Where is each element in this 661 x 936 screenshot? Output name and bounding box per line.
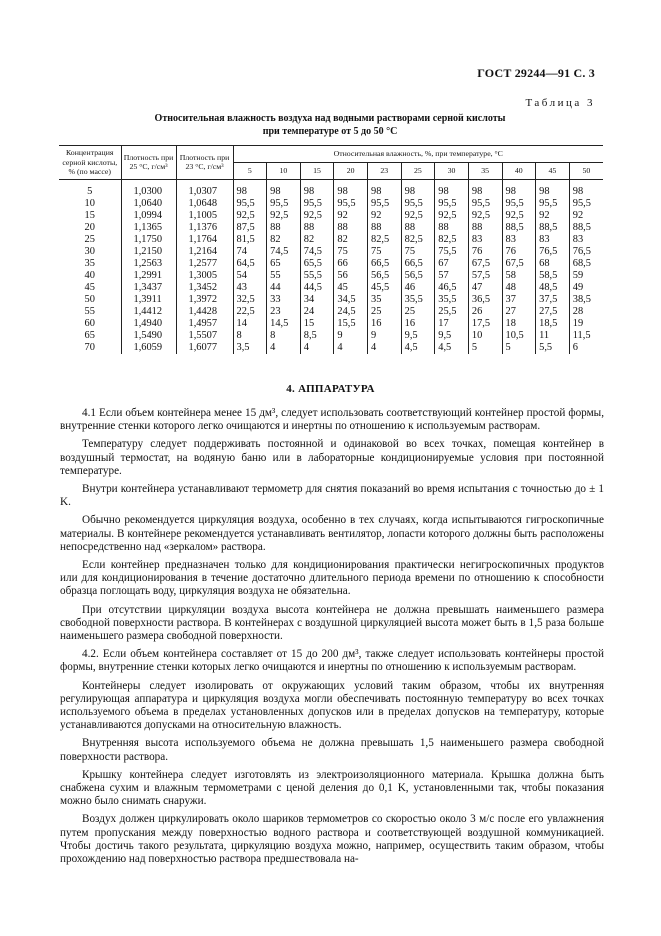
- rh-cell: 92,5: [300, 210, 334, 222]
- rh-cell: 88: [368, 222, 402, 234]
- table-row: [59, 282, 603, 294]
- density-23-cell: 1,3005: [176, 270, 233, 282]
- rh-cell: 23: [267, 306, 301, 318]
- rh-cell: 11,5: [569, 330, 603, 342]
- rh-cell: 98: [536, 179, 570, 198]
- rh-cell: 3,5: [233, 342, 267, 354]
- rh-cell: 8,5: [300, 330, 334, 342]
- density-23-cell: 1,4957: [176, 318, 233, 330]
- rh-cell: 10,5: [502, 330, 536, 342]
- rh-cell: 47: [468, 282, 502, 294]
- rh-cell: 98: [300, 179, 334, 198]
- table-row: [59, 306, 603, 318]
- rh-cell: 88: [401, 222, 435, 234]
- rh-cell: 44,5: [300, 282, 334, 294]
- density-23-cell: 1,0307: [176, 179, 233, 198]
- density-25-cell: 1,4940: [121, 318, 176, 330]
- rh-cell: 5: [468, 342, 502, 354]
- table-row: [59, 246, 603, 258]
- rh-cell: 38,5: [569, 294, 603, 306]
- rh-cell: 17,5: [468, 318, 502, 330]
- rh-cell: 83: [468, 234, 502, 246]
- temperature-header: 15: [300, 162, 334, 179]
- rh-cell: 83: [569, 234, 603, 246]
- rh-cell: 82: [300, 234, 334, 246]
- rh-cell: 14: [233, 318, 267, 330]
- rh-cell: 76: [502, 246, 536, 258]
- concentration-cell: 30: [84, 245, 95, 257]
- concentration-cell: 35: [84, 257, 95, 269]
- paragraph: Если контейнер предназначен только для кондиционирования практически негигроскопичных продуктов или для кондиционирования в течение достаточно длительного периода времени по отношению к способности образца поглощать воду, циркуляция воздуха не обязательна.: [60, 559, 604, 598]
- rh-cell: 98: [334, 179, 368, 198]
- temperature-header: 10: [267, 162, 301, 179]
- header-density-23: Плотность при 23 °C, г/см³: [176, 146, 233, 180]
- density-25-cell: 1,4412: [121, 306, 176, 318]
- concentration-cell: 65: [84, 329, 95, 341]
- rh-cell: 14,5: [267, 318, 301, 330]
- rh-cell: 18: [502, 318, 536, 330]
- temperature-header: 50: [569, 162, 603, 179]
- temperature-header: 30: [435, 162, 469, 179]
- rh-cell: 95,5: [300, 198, 334, 210]
- density-23-cell: 1,4428: [176, 306, 233, 318]
- density-23-cell: 1,6077: [176, 342, 233, 354]
- density-23-cell: 1,3452: [176, 282, 233, 294]
- density-25-cell: 1,2991: [121, 270, 176, 282]
- table-row: [59, 258, 603, 270]
- rh-cell: 88,5: [569, 222, 603, 234]
- concentration-cell: 5: [87, 185, 93, 197]
- rh-cell: 15: [300, 318, 334, 330]
- density-23-cell: 1,1005: [176, 210, 233, 222]
- rh-cell: 56,5: [368, 270, 402, 282]
- rh-cell: 88,5: [536, 222, 570, 234]
- temperature-header: 20: [334, 162, 368, 179]
- rh-cell: 9,5: [435, 330, 469, 342]
- rh-cell: 76,5: [569, 246, 603, 258]
- density-23-cell: 1,1376: [176, 222, 233, 234]
- concentration-cell: 15: [84, 209, 95, 221]
- rh-cell: 45: [334, 282, 368, 294]
- table-title: [60, 112, 600, 138]
- table-title-line-1: Относительная влажность воздуха над водными растворами серной кислоты: [154, 113, 506, 124]
- concentration-cell: 55: [84, 305, 95, 317]
- rh-cell: 56: [334, 270, 368, 282]
- rh-cell: 46,5: [435, 282, 469, 294]
- rh-cell: 66: [334, 258, 368, 270]
- table-row: [59, 210, 603, 222]
- density-23-cell: 1,5507: [176, 330, 233, 342]
- table-row: [59, 270, 603, 282]
- density-25-cell: 1,5490: [121, 330, 176, 342]
- rh-cell: 28: [569, 306, 603, 318]
- table-row: [59, 198, 603, 210]
- table-body: [59, 179, 603, 354]
- rh-cell: 56,5: [401, 270, 435, 282]
- rh-cell: 22,5: [233, 306, 267, 318]
- rh-cell: 74,5: [300, 246, 334, 258]
- rh-cell: 95,5: [368, 198, 402, 210]
- rh-cell: 74: [233, 246, 267, 258]
- paragraph: 4.1 Если объем контейнера менее 15 дм³, следует использовать соответствующий контейнер простой формы, внутренние стенки которого легко очищаются и инертны по отношению к используемым растворам.: [60, 407, 604, 433]
- rh-cell: 55: [267, 270, 301, 282]
- rh-cell: 35,5: [401, 294, 435, 306]
- rh-cell: 57,5: [468, 270, 502, 282]
- rh-cell: 88,5: [502, 222, 536, 234]
- rh-cell: 82: [267, 234, 301, 246]
- rh-cell: 58: [502, 270, 536, 282]
- table-row: [59, 330, 603, 342]
- paragraph: Обычно рекомендуется циркуляция воздуха, особенно в тех случаях, когда испытываются гигроскопичные материалы. В контейнере рекомендуется устанавливать вентилятор, лопасти которого должны быть расположены непосредственно над «зеркалом» раствора.: [60, 514, 604, 553]
- rh-cell: 82,5: [401, 234, 435, 246]
- density-23-cell: 1,2164: [176, 246, 233, 258]
- rh-cell: 18,5: [536, 318, 570, 330]
- rh-cell: 8: [267, 330, 301, 342]
- rh-cell: 65: [267, 258, 301, 270]
- paragraph: Внутренняя высота используемого объема не должна превышать 1,5 наименьшего размера свободной поверхности раствора.: [60, 737, 604, 763]
- table-row: [59, 342, 603, 354]
- density-25-cell: 1,0994: [121, 210, 176, 222]
- rh-cell: 26: [468, 306, 502, 318]
- rh-cell: 65,5: [300, 258, 334, 270]
- paragraph: При отсутствии циркуляции воздуха высота контейнера не должна превышать наименьшего размера свободной поверхности раствора. В контейнерах с воздушной циркуляцией высота может быть в 1,5 раза больше наименьшего размера свободной поверхности.: [60, 603, 604, 643]
- rh-cell: 6: [569, 342, 603, 354]
- density-23-cell: 1,3972: [176, 294, 233, 306]
- rh-cell: 57: [435, 270, 469, 282]
- rh-cell: 35: [368, 294, 402, 306]
- rh-cell: 36,5: [468, 294, 502, 306]
- rh-cell: 32,5: [233, 294, 267, 306]
- rh-cell: 98: [368, 179, 402, 198]
- rh-cell: 16: [401, 318, 435, 330]
- rh-cell: 48: [502, 282, 536, 294]
- rh-cell: 95,5: [267, 198, 301, 210]
- rh-cell: 9: [368, 330, 402, 342]
- rh-cell: 88: [267, 222, 301, 234]
- rh-cell: 98: [502, 179, 536, 198]
- density-25-cell: 1,0640: [121, 198, 176, 210]
- density-23-cell: 1,1764: [176, 234, 233, 246]
- rh-cell: 95,5: [569, 198, 603, 210]
- rh-cell: 34,5: [334, 294, 368, 306]
- rh-cell: 92: [569, 210, 603, 222]
- page-header: ГОСТ 29244—91 С. 3: [477, 66, 595, 80]
- rh-cell: 45,5: [368, 282, 402, 294]
- density-25-cell: 1,0300: [121, 179, 176, 198]
- temperature-header: 45: [536, 162, 570, 179]
- rh-cell: 9,5: [401, 330, 435, 342]
- rh-cell: 16: [368, 318, 402, 330]
- paragraph: Контейнеры следует изолировать от окружающих условий таким образом, чтобы их внутренняя регулирующая аппаратура и циркуляция воздуха могли обеспечивать постоянную температуру во всех точках используемого объема в пределах установленных допусков или в пределах допусков на температуру, которые устанавливаются допусками на относительную влажность.: [60, 679, 604, 732]
- density-25-cell: 1,2150: [121, 246, 176, 258]
- rh-cell: 83: [536, 234, 570, 246]
- body-text: [60, 407, 604, 871]
- density-25-cell: 1,2563: [121, 258, 176, 270]
- rh-cell: 95,5: [536, 198, 570, 210]
- rh-cell: 4,5: [435, 342, 469, 354]
- rh-cell: 8: [233, 330, 267, 342]
- rh-cell: 74,5: [267, 246, 301, 258]
- concentration-cell: 45: [84, 281, 95, 293]
- rh-cell: 4: [267, 342, 301, 354]
- rh-cell: 66,5: [368, 258, 402, 270]
- rh-cell: 98: [401, 179, 435, 198]
- rh-cell: 88: [435, 222, 469, 234]
- rh-cell: 76,5: [536, 246, 570, 258]
- rh-cell: 25: [401, 306, 435, 318]
- humidity-table: [59, 145, 603, 354]
- rh-cell: 98: [233, 179, 267, 198]
- header-concentration: Концентрация серной кислоты, % (по массе): [59, 146, 121, 180]
- concentration-cell: 25: [84, 233, 95, 245]
- rh-cell: 24,5: [334, 306, 368, 318]
- rh-cell: 92,5: [233, 210, 267, 222]
- rh-cell: 92,5: [468, 210, 502, 222]
- concentration-cell: 70: [84, 341, 95, 353]
- rh-cell: 92,5: [267, 210, 301, 222]
- concentration-cell: 50: [84, 293, 95, 305]
- density-25-cell: 1,3911: [121, 294, 176, 306]
- density-25-cell: 1,6059: [121, 342, 176, 354]
- rh-cell: 4: [368, 342, 402, 354]
- rh-cell: 35,5: [435, 294, 469, 306]
- rh-cell: 58,5: [536, 270, 570, 282]
- header-density-25: Плотность при 25 °C, г/см³: [121, 146, 176, 180]
- rh-cell: 33: [267, 294, 301, 306]
- temperature-header: 35: [468, 162, 502, 179]
- rh-cell: 75: [334, 246, 368, 258]
- rh-cell: 95,5: [502, 198, 536, 210]
- rh-cell: 92,5: [435, 210, 469, 222]
- concentration-cell: 10: [84, 197, 95, 209]
- rh-cell: 68,5: [569, 258, 603, 270]
- density-25-cell: 1,1750: [121, 234, 176, 246]
- rh-cell: 44: [267, 282, 301, 294]
- density-23-cell: 1,0648: [176, 198, 233, 210]
- rh-cell: 98: [435, 179, 469, 198]
- rh-cell: 5: [502, 342, 536, 354]
- density-25-cell: 1,1365: [121, 222, 176, 234]
- rh-cell: 98: [468, 179, 502, 198]
- rh-cell: 15,5: [334, 318, 368, 330]
- rh-cell: 43: [233, 282, 267, 294]
- rh-cell: 59: [569, 270, 603, 282]
- paragraph: 4.2. Если объем контейнера составляет от 15 до 200 дм³, также следует использовать контейнеры простой формы, внутренние стенки которых легко очищаются и инертны по отношению к используемым растворам.: [60, 648, 604, 674]
- table-row: [59, 222, 603, 234]
- rh-cell: 75: [401, 246, 435, 258]
- rh-cell: 55,5: [300, 270, 334, 282]
- rh-cell: 37: [502, 294, 536, 306]
- table-row: [59, 234, 603, 246]
- rh-cell: 37,5: [536, 294, 570, 306]
- rh-cell: 9: [334, 330, 368, 342]
- rh-cell: 5,5: [536, 342, 570, 354]
- rh-cell: 92,5: [502, 210, 536, 222]
- rh-cell: 82: [334, 234, 368, 246]
- rh-cell: 24: [300, 306, 334, 318]
- rh-cell: 67,5: [468, 258, 502, 270]
- rh-cell: 98: [569, 179, 603, 198]
- rh-cell: 54: [233, 270, 267, 282]
- rh-cell: 82,5: [368, 234, 402, 246]
- rh-cell: 92: [334, 210, 368, 222]
- table-title-line-2: при температуре от 5 до 50 °C: [262, 126, 398, 137]
- rh-cell: 27,5: [536, 306, 570, 318]
- temperature-header: 5: [233, 162, 267, 179]
- rh-cell: 64,5: [233, 258, 267, 270]
- rh-cell: 98: [267, 179, 301, 198]
- table-row: [59, 294, 603, 306]
- rh-cell: 67,5: [502, 258, 536, 270]
- rh-cell: 66,5: [401, 258, 435, 270]
- rh-cell: 4: [334, 342, 368, 354]
- rh-cell: 92: [368, 210, 402, 222]
- concentration-cell: 60: [84, 317, 95, 329]
- rh-cell: 67: [435, 258, 469, 270]
- paragraph: Внутри контейнера устанавливают термометр для снятия показаний во время испытания с точностью до ± 1 K.: [60, 483, 604, 509]
- rh-cell: 88: [300, 222, 334, 234]
- rh-cell: 19: [569, 318, 603, 330]
- paragraph: Крышку контейнера следует изготовлять из электроизоляционного материала. Крышка должна быть снабжена сухим и влажным термометрами с ценой деления до 0,1 K, установленными так, чтобы показания можно было снимать снаружи.: [60, 768, 604, 808]
- rh-cell: 75,5: [435, 246, 469, 258]
- rh-cell: 4: [300, 342, 334, 354]
- rh-cell: 88: [468, 222, 502, 234]
- density-23-cell: 1,2577: [176, 258, 233, 270]
- temperature-header: 40: [502, 162, 536, 179]
- rh-cell: 10: [468, 330, 502, 342]
- temperature-header: 25: [401, 162, 435, 179]
- rh-cell: 25,5: [435, 306, 469, 318]
- rh-cell: 4,5: [401, 342, 435, 354]
- rh-cell: 95,5: [435, 198, 469, 210]
- rh-cell: 87,5: [233, 222, 267, 234]
- rh-cell: 17: [435, 318, 469, 330]
- rh-cell: 11: [536, 330, 570, 342]
- header-rh-group: Относительная влажность, %, при температуре, °C: [233, 146, 603, 163]
- temperature-header: 23: [368, 162, 402, 179]
- table-row: [59, 179, 603, 198]
- rh-cell: 95,5: [468, 198, 502, 210]
- rh-cell: 95,5: [334, 198, 368, 210]
- section-title: 4. АППАРАТУРА: [286, 383, 375, 395]
- concentration-cell: 40: [84, 269, 95, 281]
- rh-cell: 76: [468, 246, 502, 258]
- rh-cell: 46: [401, 282, 435, 294]
- rh-cell: 25: [368, 306, 402, 318]
- table-caption: Таблица 3: [525, 97, 595, 109]
- rh-cell: 68: [536, 258, 570, 270]
- rh-cell: 27: [502, 306, 536, 318]
- rh-cell: 82,5: [435, 234, 469, 246]
- rh-cell: 81,5: [233, 234, 267, 246]
- rh-cell: 48,5: [536, 282, 570, 294]
- rh-cell: 88: [334, 222, 368, 234]
- rh-cell: 75: [368, 246, 402, 258]
- rh-cell: 83: [502, 234, 536, 246]
- rh-cell: 92: [536, 210, 570, 222]
- table-row: [59, 318, 603, 330]
- rh-cell: 49: [569, 282, 603, 294]
- paragraph: Воздух должен циркулировать около шариков термометров со скоростью около 3 м/с после его увлажнения путем пропускания между поверхностью водного раствора и соответствующей воздушной коммуникацией. Чтобы достичь такого результата, циркуляцию воздуха можно, например, осуществить таким образом, чтобы прохождению над поверхностью раствора предшествовала на-: [60, 813, 604, 866]
- density-25-cell: 1,3437: [121, 282, 176, 294]
- concentration-cell: 20: [84, 221, 95, 233]
- rh-cell: 34: [300, 294, 334, 306]
- paragraph: Температуру следует поддерживать постоянной и одинаковой во всех точках, помещая контейнер в воздушный термостат, на водяную баню или в лабораторные кондиционируемые условия при постоянной температуре.: [60, 438, 604, 477]
- rh-cell: 92,5: [401, 210, 435, 222]
- rh-cell: 95,5: [233, 198, 267, 210]
- rh-cell: 95,5: [401, 198, 435, 210]
